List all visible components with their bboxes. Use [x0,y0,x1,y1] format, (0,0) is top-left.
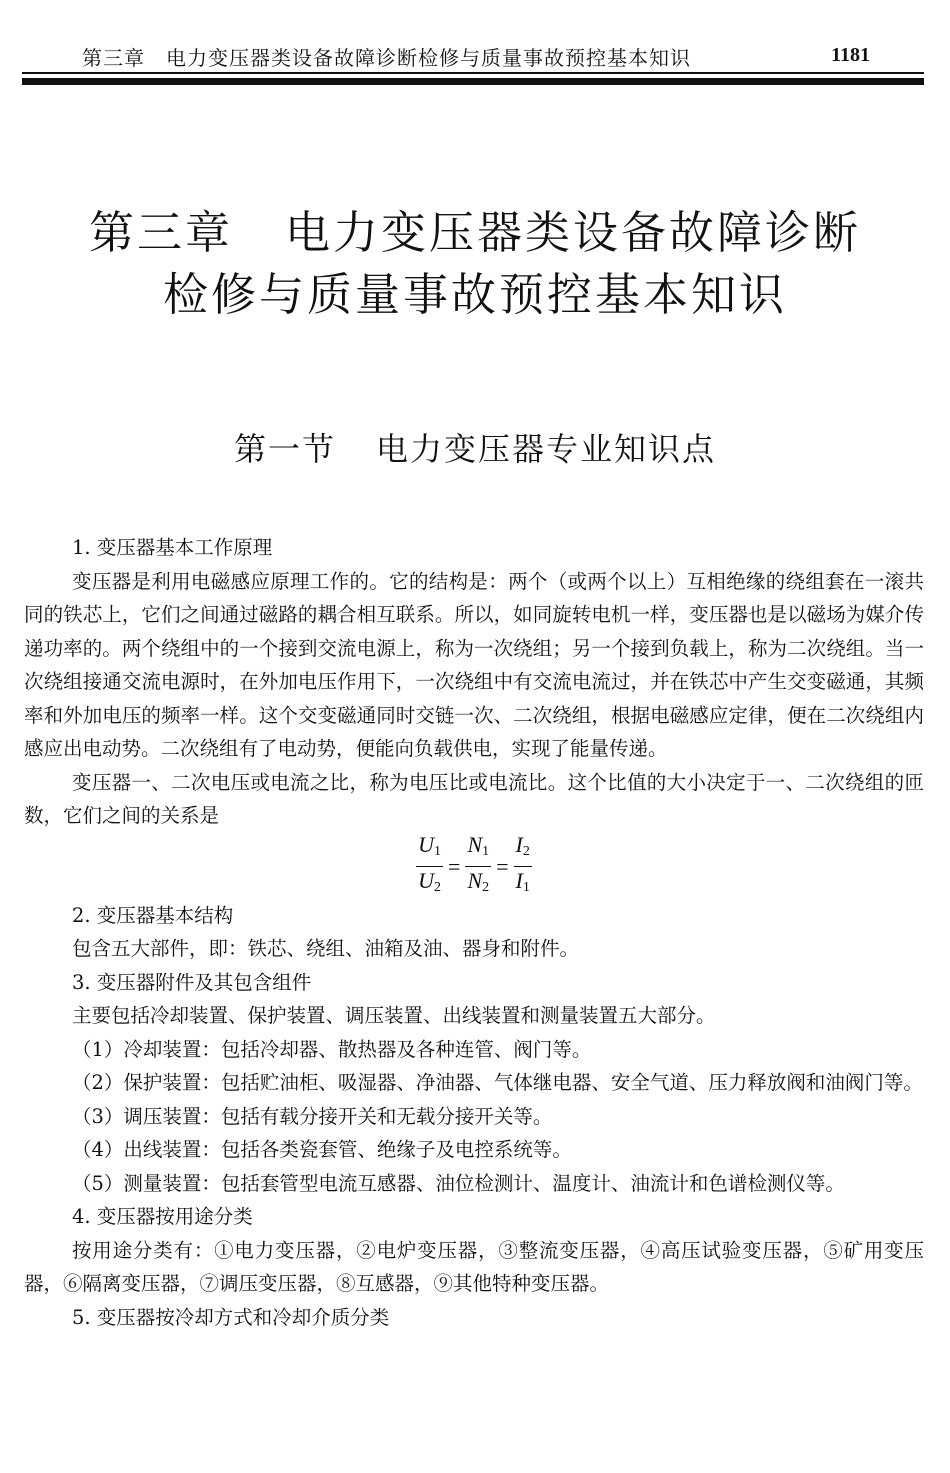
heading-1: 1. 变压器基本工作原理 [72,536,273,559]
paragraph-accessories: 主要包括冷却装置、保护装置、调压装置、出线装置和测量装置五大部分。 [72,1004,716,1027]
fraction-current: $\frac{I_2}{I_1}$ [515,832,530,895]
list-item-protection: （2）保护装置：包括贮油柜、吸湿器、净油器、气体继电器、安全气道、压力释放阀和油阀门等。 [72,1071,923,1094]
chapter-title-text-1: 电力变压器类设备故障诊断 [285,206,862,259]
equals-sign: = [496,853,509,879]
running-header [22,38,924,72]
header-rule-thick [22,78,924,85]
fraction-turns: $\frac{N_1}{N_2}$ [467,832,490,895]
paragraph-ratio: 变压器一、二次电压或电流之比，称为电压比或电流比。这个比值的大小决定于一、二次绕组的匝数，它们之间的关系是 [24,770,924,827]
chapter-title-line-2: 检修与质量事故预控基本知识 [162,268,787,321]
page-number: 1181 [831,44,870,66]
fraction-voltage: $\frac{U_1}{U_2}$ [418,832,442,895]
heading-2: 2. 变压器基本结构 [72,903,234,927]
running-header-chapter: 第三章 电力变压器类设备故障诊断检修与质量事故预控基本知识 [82,46,691,70]
header-rule-thin [22,72,924,74]
chapter-title [0,202,950,326]
list-item-regulation: （3）调压装置：包括有载分接开关和无载分接开关等。 [72,1104,553,1128]
chapter-title-line-1 [0,202,950,264]
section-title-text: 电力变压器专业知识点 [376,430,717,468]
heading-5: 5. 变压器按冷却方式和冷却介质分类 [72,1305,390,1329]
ratio-formula [24,832,924,899]
section-label: 第一节 [233,430,336,468]
equals-sign: = [448,853,461,879]
chapter-label: 第三章 [88,206,233,259]
paragraph-usage-types: 按用途分类有：①电力变压器，②电炉变压器，③整流变压器，④高压试验变压器，⑤矿用变压器，⑥隔离变压器，⑦调压变压器，⑧互感器，⑨其他特种变压器。 [24,1238,924,1295]
paragraph-structure: 包含五大部件，即：铁芯、绕组、油箱及油、器身和附件。 [72,937,580,960]
section-title [0,424,950,470]
heading-4: 4. 变压器按用途分类 [72,1205,253,1228]
body-text [24,531,924,1334]
paragraph-principle: 变压器是利用电磁感应原理工作的。它的结构是：两个（或两个以上）互相绝缘的绕组套在一滚共同的铁芯上，它们之间通过磁路的耦合相互联系。所以，如同旋转电机一样，变压器也是以磁场为媒介传递功率的。两个绕组中的一个接到交流电源上，称为一次绕组；另一个接到负载上，称为二次绕组。当一次绕组接通交流电源时，在外加电压作用下，一次绕组中有交流电流过，并在铁芯中产生交变磁通，其频率和外加电压的频率一样。这个交变磁通同时交链一次、二次绕组，根据电磁感应定律，便在二次绕组内感应出电动势。二次绕组有了电动势，便能向负载供电，实现了能量传递。 [24,569,924,760]
list-item-measurement: （5）测量装置：包括套管型电流互感器、油位检测计、温度计、油流计和色谱检测仪等。 [72,1171,845,1195]
list-item-cooling: （1）冷却装置：包括冷却器、散热器及各种连管、阀门等。 [72,1037,592,1061]
list-item-outlet: （4）出线装置：包括各类瓷套管、绝缘子及电控系统等。 [72,1138,572,1161]
heading-3: 3. 变压器附件及其包含组件 [72,970,312,994]
